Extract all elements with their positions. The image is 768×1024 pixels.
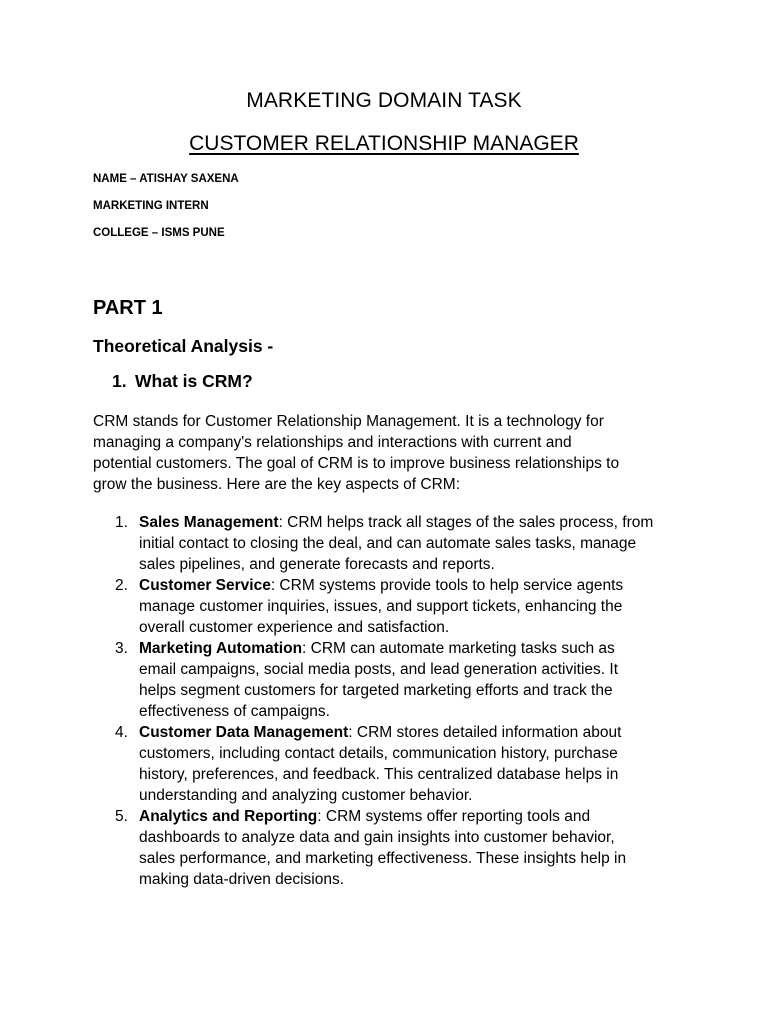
list-item-term: Marketing Automation (139, 640, 303, 657)
author-role: MARKETING INTERN (93, 200, 209, 212)
list-item-first-line (139, 575, 705, 596)
list-item-number: 3. (115, 640, 128, 657)
list-item-number: 5. (115, 808, 128, 825)
list-item-number: 4. (115, 724, 128, 741)
list-item-line: dashboards to analyze data and gain insights into customer behavior, (139, 829, 615, 846)
list-item-line: customers, including contact details, communication history, purchase (139, 745, 618, 762)
question-number: 1. (112, 371, 127, 391)
section-heading: Theoretical Analysis - (93, 336, 274, 356)
part-heading: PART 1 (93, 297, 163, 319)
list-item-line: sales pipelines, and generate forecasts and reports. (139, 556, 495, 573)
list-item (115, 575, 705, 638)
list-item (115, 638, 705, 722)
list-item (115, 512, 705, 575)
list-item-text: : CRM stores detailed information about (348, 724, 622, 741)
list-item-term: Customer Service (139, 577, 271, 594)
list-item-text: : CRM systems provide tools to help service agents (270, 577, 624, 594)
list-item-first-line (139, 806, 705, 827)
subtitle-text: CUSTOMER RELATIONSHIP MANAGER (189, 132, 579, 155)
list-item-term: Analytics and Reporting (139, 808, 318, 825)
author-name: NAME – ATISHAY SAXENA (93, 173, 239, 185)
intro-line: grow the business. Here are the key aspects of CRM: (93, 476, 460, 493)
list-item-line: effectiveness of campaigns. (139, 703, 330, 720)
list-item-text: : CRM systems offer reporting tools and (317, 808, 591, 825)
list-item (115, 722, 705, 806)
list-item-first-line (139, 722, 705, 743)
list-item-number: 2. (115, 577, 128, 594)
list-item-line: history, preferences, and feedback. This centralized database helps in (139, 766, 619, 783)
crm-aspects-list (115, 512, 705, 890)
list-item-text: : CRM helps track all stages of the sales process, from (278, 514, 654, 531)
list-item-line: overall customer experience and satisfaction. (139, 619, 450, 636)
list-item-term: Customer Data Management (139, 724, 349, 741)
list-item-line: making data-driven decisions. (139, 871, 345, 888)
intro-line: potential customers. The goal of CRM is to improve business relationships to (93, 455, 620, 472)
list-item-line: email campaigns, social media posts, and lead generation activities. It (139, 661, 619, 678)
intro-paragraph (93, 411, 683, 495)
list-item-line: understanding and analyzing customer behavior. (139, 787, 473, 804)
author-college: COLLEGE – ISMS PUNE (93, 227, 225, 239)
list-item-line: sales performance, and marketing effectiveness. These insights help in (139, 850, 627, 867)
list-item-line: initial contact to closing the deal, and can automate sales tasks, manage (139, 535, 637, 552)
question-heading (112, 371, 253, 392)
list-item-line: manage customer inquiries, issues, and support tickets, enhancing the (139, 598, 623, 615)
list-item (115, 806, 705, 890)
intro-line: CRM stands for Customer Relationship Management. It is a technology for (93, 413, 604, 430)
intro-line: managing a company's relationships and interactions with current and (93, 434, 572, 451)
list-item-first-line (139, 512, 705, 533)
list-item-text: : CRM can automate marketing tasks such as (302, 640, 615, 657)
document-subtitle (0, 132, 768, 156)
list-item-first-line (139, 638, 705, 659)
list-item-number: 1. (115, 514, 128, 531)
question-text: What is CRM? (135, 371, 253, 391)
list-item-line: helps segment customers for targeted marketing efforts and track the (139, 682, 613, 699)
list-item-term: Sales Management (139, 514, 279, 531)
document-title: MARKETING DOMAIN TASK (246, 89, 522, 112)
